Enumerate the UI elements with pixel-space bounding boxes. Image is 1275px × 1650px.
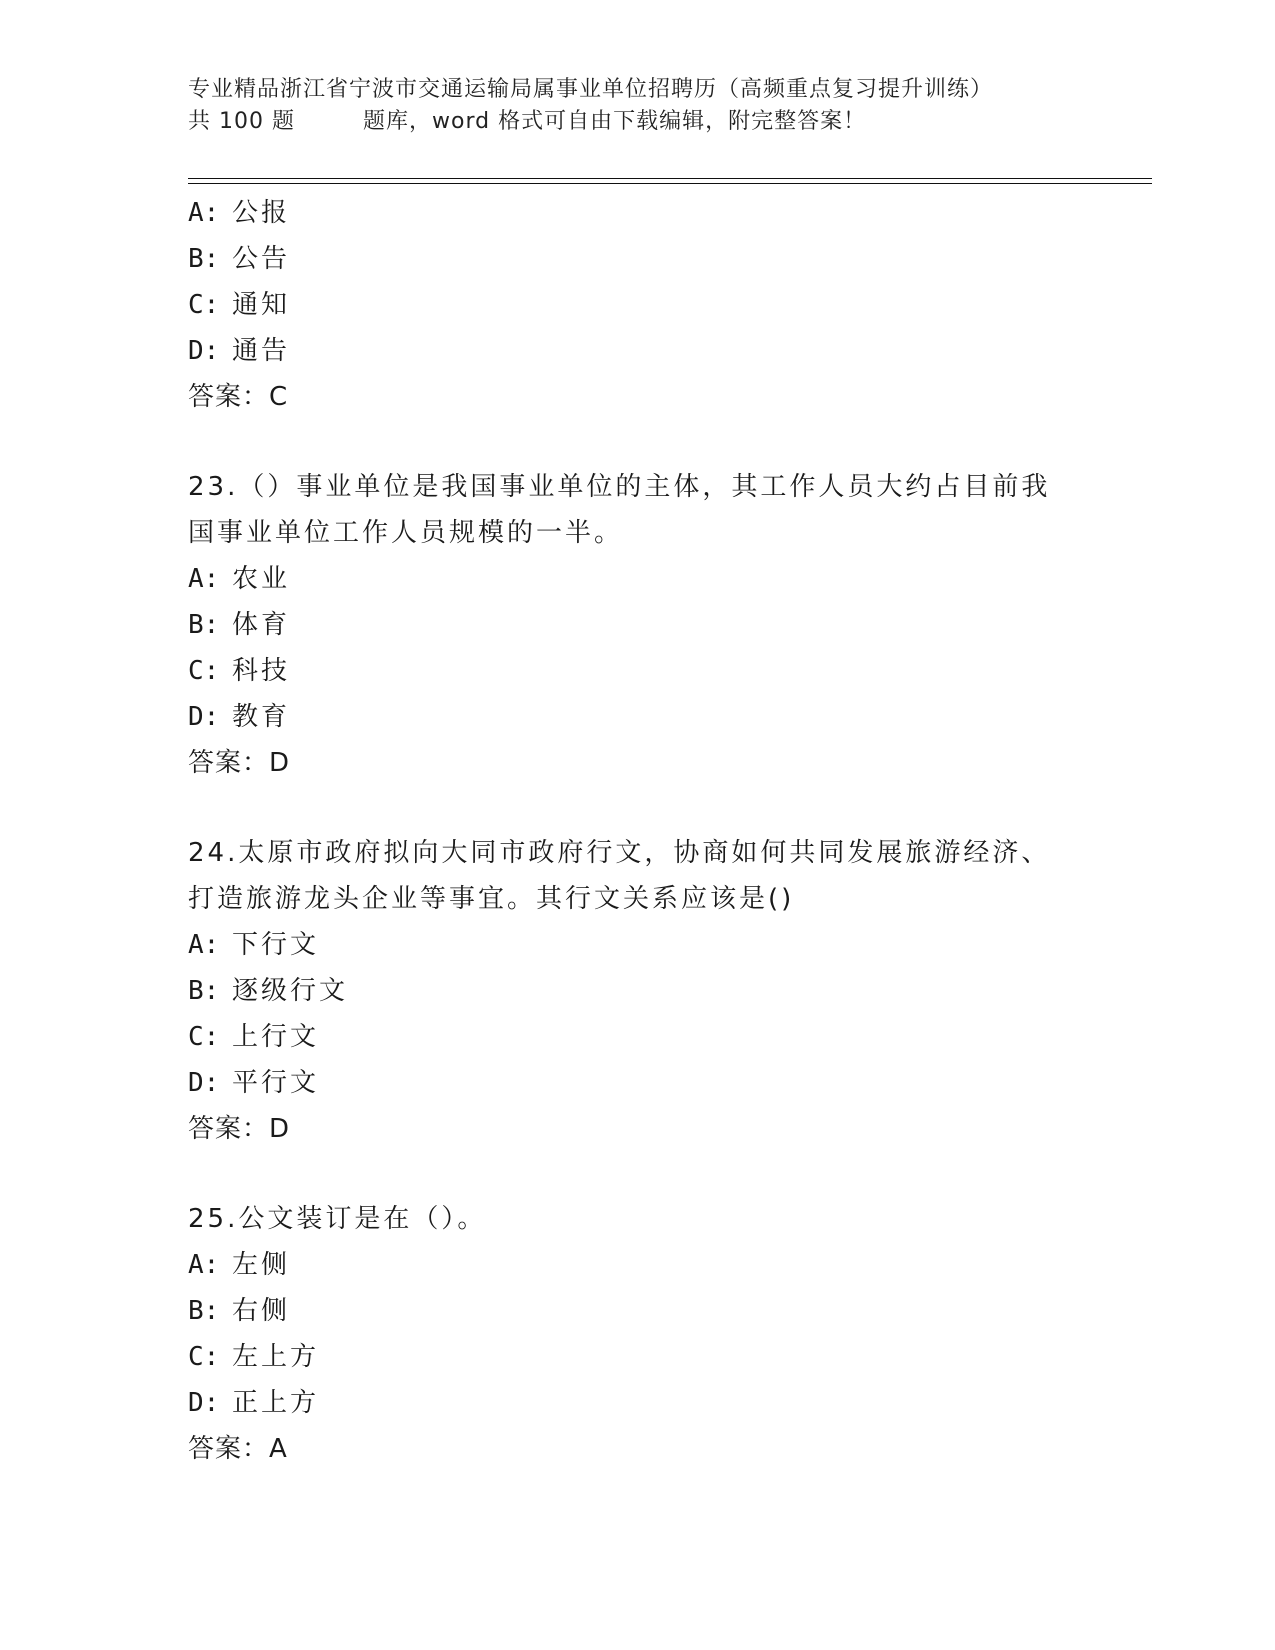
option-a: A: 公报 xyxy=(188,198,291,228)
option-a: A: 下行文 xyxy=(188,930,320,960)
option-a: A: 左侧 xyxy=(188,1250,291,1280)
option-c: C: 左上方 xyxy=(188,1342,320,1372)
page-header xyxy=(188,74,1148,138)
option-a: A: 农业 xyxy=(188,564,291,594)
option-b: B: 体育 xyxy=(188,610,291,640)
answer-line: 答案：D xyxy=(188,748,291,778)
option-d: D: 正上方 xyxy=(188,1388,320,1418)
question-text: 25.公文装订是在（）。 xyxy=(188,1204,487,1234)
answer-line: 答案：A xyxy=(188,1434,288,1464)
header-rule-top xyxy=(188,178,1152,179)
option-b: B: 逐级行文 xyxy=(188,976,349,1006)
option-b: B: 右侧 xyxy=(188,1296,291,1326)
option-c: C: 上行文 xyxy=(188,1022,320,1052)
header-subtitle xyxy=(188,106,1148,138)
question-25 xyxy=(188,1196,1088,1472)
header-rule-bottom xyxy=(188,183,1152,184)
option-b: B: 公告 xyxy=(188,244,291,274)
question-text: 24.太原市政府拟向大同市政府行文，协商如何共同发展旅游经济、打造旅游龙头企业等事宜。其行文关系应该是() xyxy=(188,838,1051,914)
header-title: 专业精品浙江省宁波市交通运输局属事业单位招聘历（高频重点复习提升训练） xyxy=(188,77,994,102)
question-text: 23.（）事业单位是我国事业单位的主体，其工作人员大约占目前我国事业单位工作人员规模的一半。 xyxy=(188,472,1051,548)
header-description: 题库，word 格式可自由下载编辑，附完整答案！ xyxy=(363,109,867,134)
option-d: D: 平行文 xyxy=(188,1068,320,1098)
question-22 xyxy=(188,190,1088,420)
question-23 xyxy=(188,464,1088,786)
question-count: 共 100 题 xyxy=(188,109,295,134)
question-list xyxy=(188,190,1088,1472)
answer-line: 答案：D xyxy=(188,1114,291,1144)
option-c: C: 科技 xyxy=(188,656,291,686)
question-24 xyxy=(188,830,1088,1152)
option-c: C: 通知 xyxy=(188,290,291,320)
option-d: D: 通告 xyxy=(188,336,291,366)
answer-line: 答案：C xyxy=(188,382,289,412)
option-d: D: 教育 xyxy=(188,702,291,732)
